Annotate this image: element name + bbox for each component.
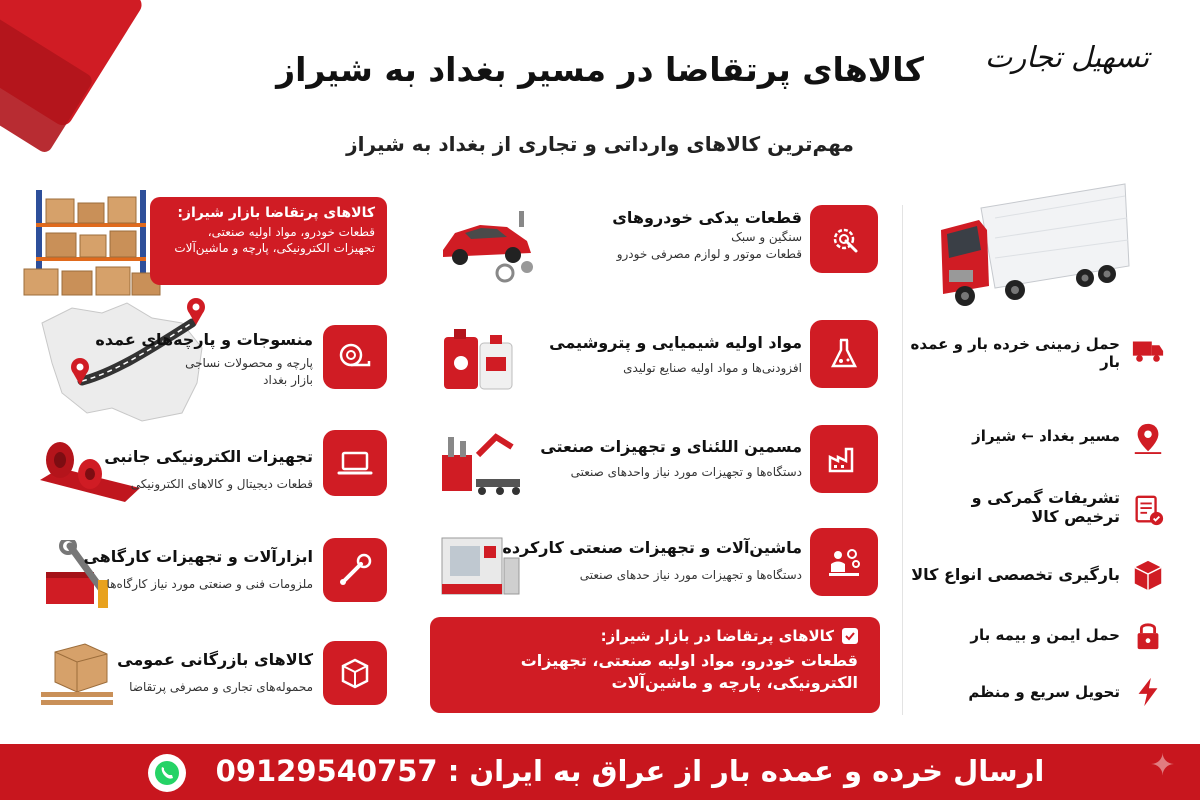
footer-contact-text: ارسال خرده و عمده بار از عراق به ایران : 09129540757 [215, 754, 1045, 788]
gear-wrench-icon [810, 205, 878, 273]
service-line2: بار [1100, 353, 1120, 371]
service-line1: بارگیری تخصصی انواع کالا [911, 565, 1120, 584]
package-icon [1128, 555, 1168, 595]
left-item-textiles [60, 330, 313, 389]
wrench-icon [323, 538, 387, 602]
left-item-general-goods [100, 650, 313, 696]
brand-logo-text: تسهیل تجارت [985, 40, 1150, 74]
flask-icon [810, 320, 878, 388]
item-title: قطعات یدکی خودروهای [612, 208, 802, 227]
item-desc: محموله‌های تجاری و مصرفی پرتقاضا [129, 680, 313, 694]
service-line1: حمل زمینی خرده بار و عمده [910, 335, 1120, 353]
service-line1: حمل ایمن و بیمه بار [970, 626, 1120, 644]
fabric-roll-icon [323, 325, 387, 389]
item-title: ابزارآلات و تجهیزات کارگاهی [83, 547, 313, 566]
left-panel-line2: تجهیزات الکترونیکی، پارچه و ماشین‌آلات [174, 241, 375, 255]
left-panel-line1: قطعات خودرو، مواد اولیه صنعتی، [207, 225, 375, 239]
item-title: کالاهای بازرگانی عمومی [117, 650, 313, 669]
customs-document-icon [1128, 490, 1168, 530]
item-desc: دستگاه‌ها و تجهیزات مورد نیاز حدهای صنعتی [579, 568, 802, 582]
box-icon [323, 641, 387, 705]
warehouse-shelves-illustration [22, 185, 162, 300]
left-demand-panel [150, 197, 387, 285]
service-fast-delivery [905, 683, 1120, 701]
item-desc: سنگین و سبک [731, 230, 802, 244]
service-loading [905, 565, 1120, 584]
middle-panel-line1: قطعات خودرو، مواد اولیه صنعتی، تجهیزات [520, 651, 858, 670]
worker-gears-icon [810, 528, 878, 596]
middle-panel-title: کالاهای پرتقاضا در بازار شیراز: [600, 627, 834, 645]
item-desc-2: بازار بغداد [263, 373, 313, 387]
truck-icon [1128, 330, 1168, 370]
checkbox-icon [842, 628, 858, 644]
middle-item-chemicals [525, 333, 802, 377]
service-route [905, 427, 1120, 445]
lock-icon [1128, 615, 1168, 655]
item-desc: دستگاه‌ها و تجهیزات مورد نیاز واحدهای صنعتی [570, 465, 802, 479]
middle-demand-panel [430, 617, 880, 713]
service-line1: تشریفات گمرکی و [971, 488, 1120, 507]
sparkle-icon: ✦ [1150, 748, 1176, 783]
item-title: مواد اولیه شیمیایی و پتروشیمی [549, 333, 802, 352]
item-desc: افزودنی‌ها و مواد اولیه صنایع تولیدی [623, 361, 802, 375]
service-customs [905, 488, 1120, 526]
service-line1: مسیر بغداد ← شیراز [972, 427, 1120, 445]
chemical-containers-illustration [440, 323, 520, 393]
item-desc: پارچه و محصولات نساجی [185, 356, 313, 370]
middle-panel-line2: الکترونیکی، پارچه و ماشین‌آلات [611, 673, 858, 692]
service-insurance [905, 626, 1120, 644]
item-desc-2: قطعات موتور و لوازم مصرفی خودرو [616, 247, 802, 261]
page-title: کالاهای پرتقاضا در مسیر بغداد به شیراز [276, 50, 924, 89]
left-item-electronics [100, 447, 313, 493]
truck-illustration [935, 178, 1135, 313]
item-title: تجهیزات الکترونیکی جانبی [104, 447, 313, 466]
middle-item-car-parts [540, 208, 802, 263]
car-parts-illustration [435, 205, 545, 285]
laptop-icon [323, 430, 387, 496]
item-desc: قطعات دیجیتال و کالاهای الکترونیکی [130, 477, 313, 491]
left-panel-title: کالاهای پرتقاضا بازار شیراز: [177, 205, 375, 221]
item-desc: ملزومات فنی و صنعتی مورد نیاز کارگاه‌ها [106, 577, 313, 591]
middle-item-used-machinery [502, 538, 802, 584]
item-title: مسمین اللئنای و تجهیزات صنعتی [540, 437, 802, 456]
factory-icon [810, 425, 878, 493]
service-line2: ترخیص کالا [1031, 507, 1120, 526]
middle-item-industrial-equipment [525, 437, 802, 481]
industrial-line-illustration [438, 425, 523, 500]
page-subtitle: مهم‌ترین کالاهای وارداتی و تجاری از بغداد به شیراز [346, 132, 854, 156]
column-divider [902, 205, 903, 715]
lightning-icon [1128, 672, 1168, 712]
service-line1: تحویل سریع و منظم [968, 683, 1120, 701]
left-item-tools [83, 547, 313, 593]
item-title: ماشین‌آلات و تجهیزات صنعتی کارکرده [502, 538, 802, 557]
whatsapp-icon[interactable] [148, 754, 186, 792]
item-title: منسوجات و پارچه‌های عمده [95, 330, 313, 349]
service-land-freight [905, 335, 1120, 371]
map-pin-icon [1128, 418, 1168, 458]
